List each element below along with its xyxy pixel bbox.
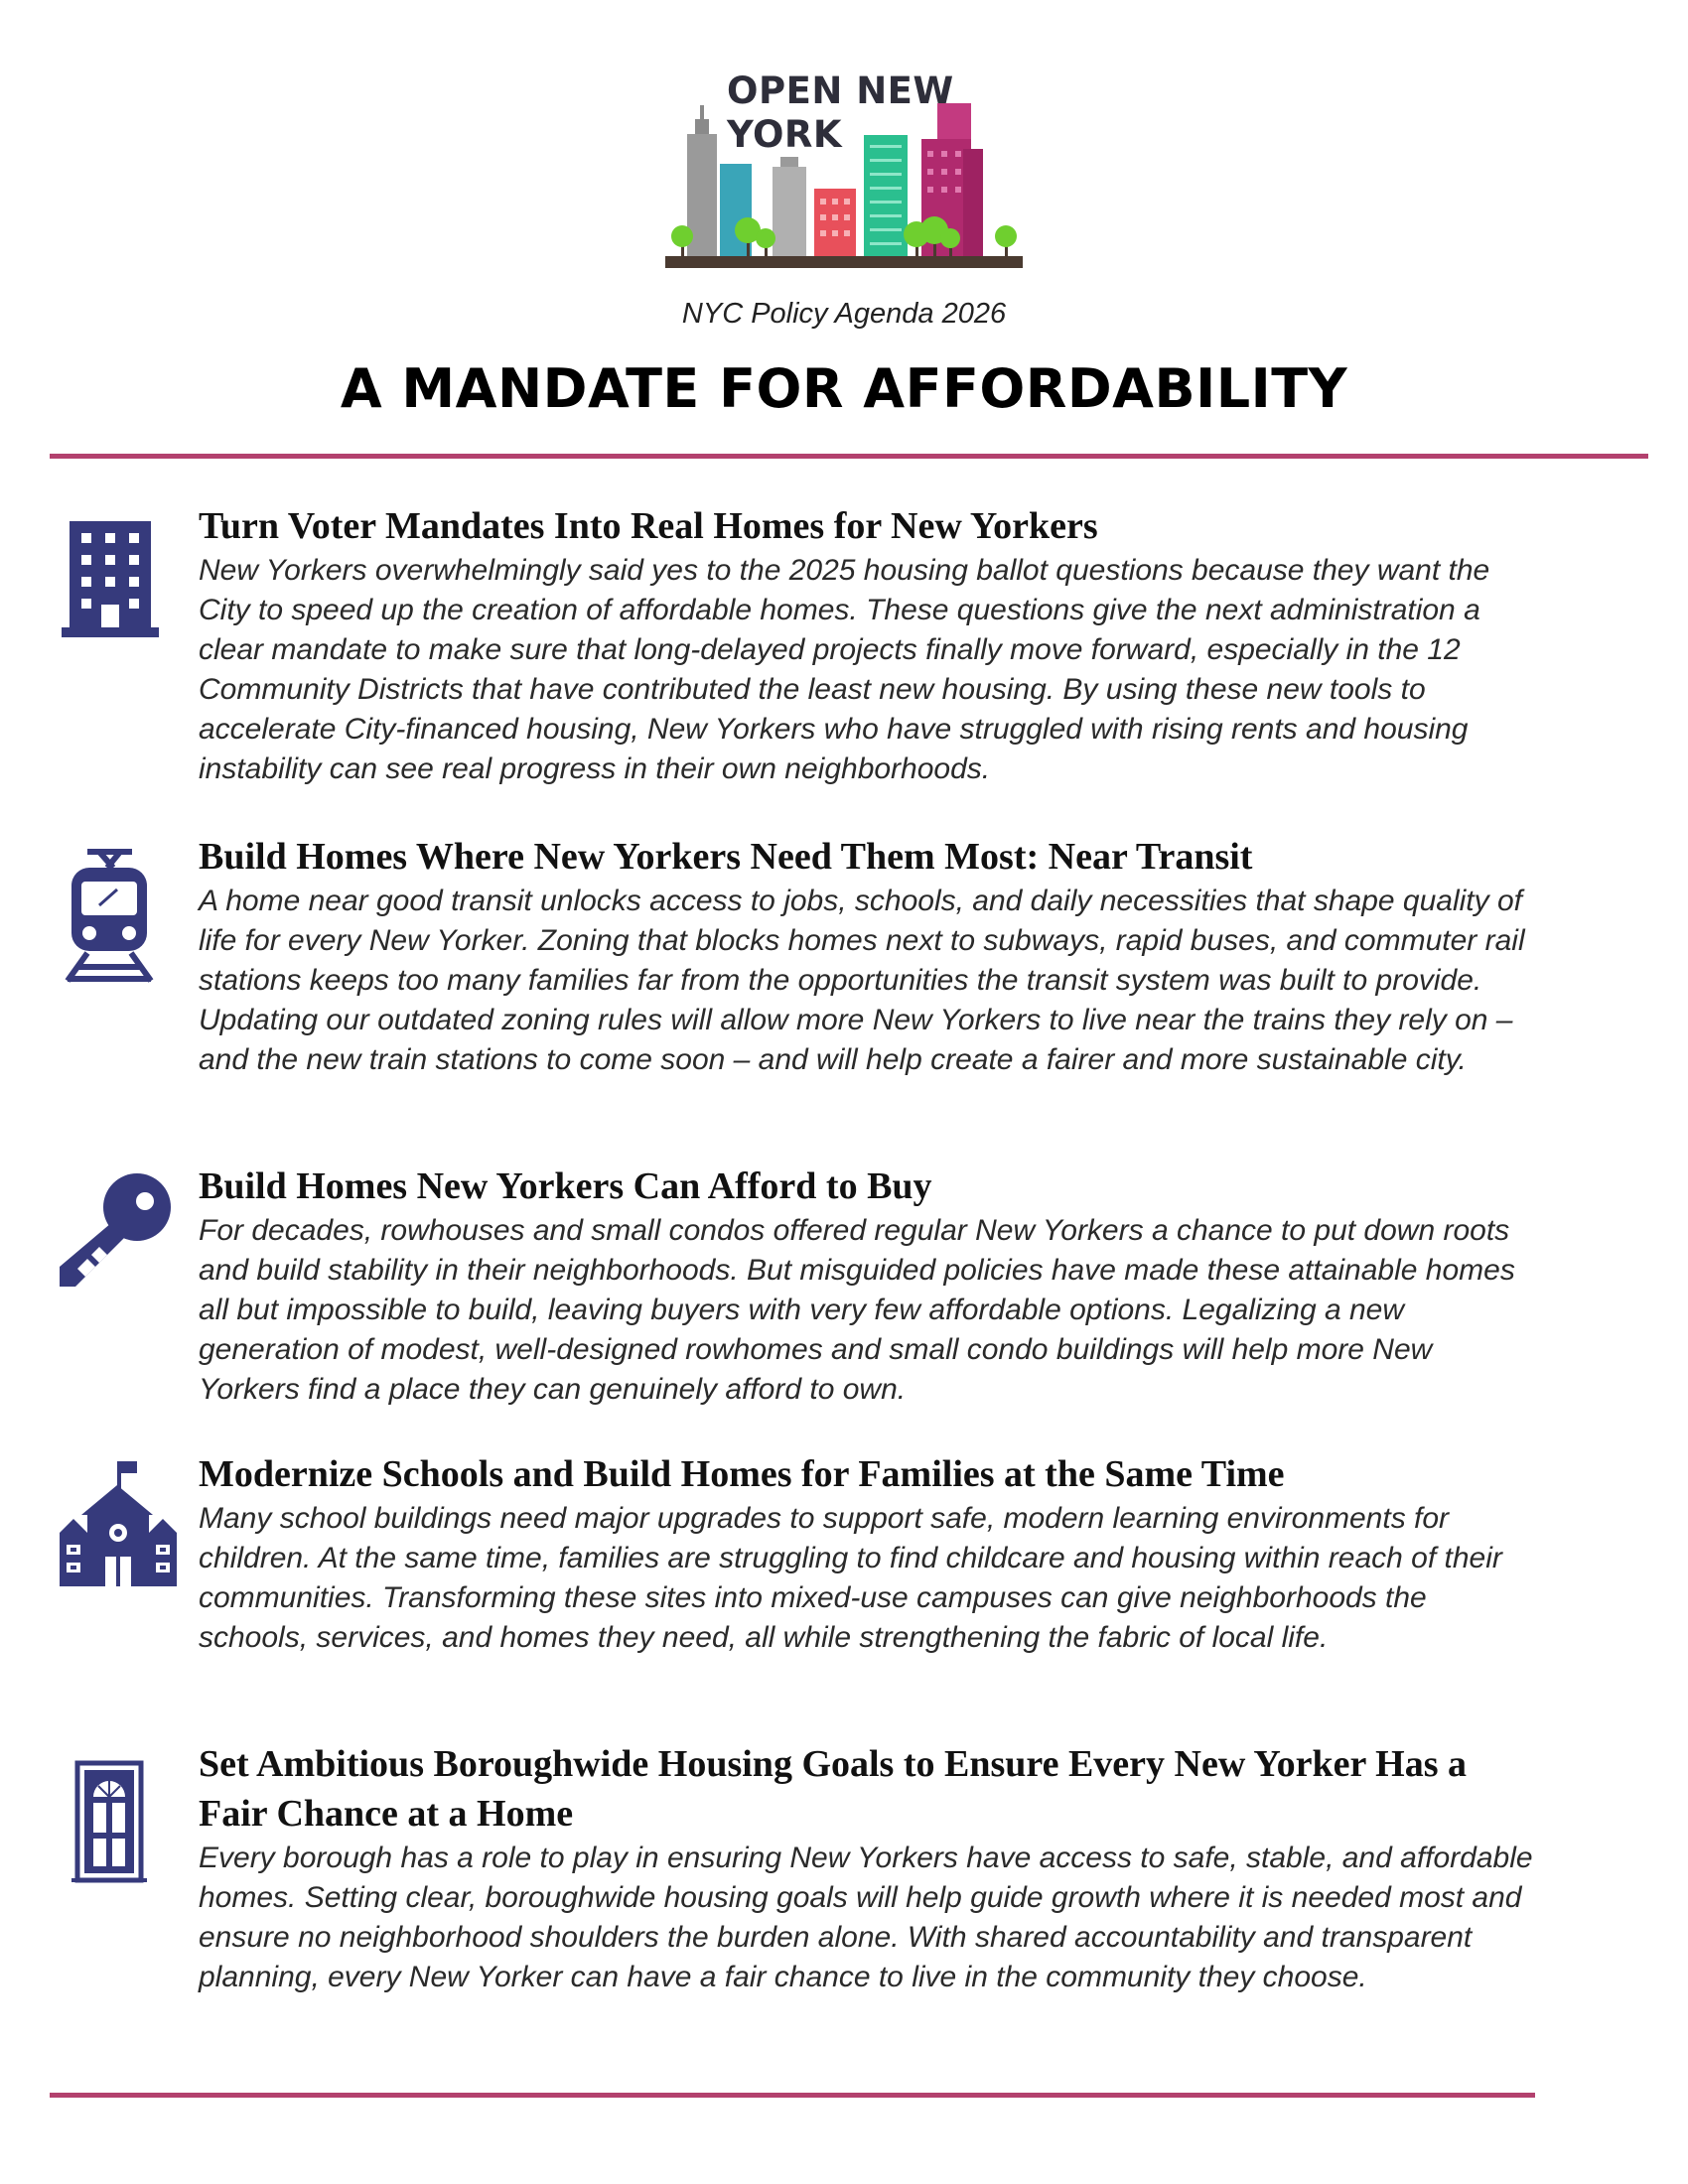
section-heading: Set Ambitious Boroughwide Housing Goals to Ensure Every New Yorker Has a Fair Chance at a Home	[199, 1743, 1467, 1835]
subtitle: NYC Policy Agenda 2026	[681, 298, 1007, 330]
logo-line-2: YORK	[727, 113, 843, 156]
top-divider	[50, 454, 1648, 459]
section-body: Every borough has a role to play in ensuring New Yorkers have access to safe, stable, and affordable homes. Setting clear, boroughwide housing goals will help guide growth where it is needed most and ensure no neighborhood shoulders the burden alone. With shared accountability and transparent planning, every New Yorker can have a fair chance to live in the community they choose.	[199, 1842, 1533, 1993]
section-body: Many school buildings need major upgrades to support safe, modern learning environments for children. At the same time, families are struggling to find childcare and housing within reach of their communities. Transforming these sites into mixed-use campuses can give neighborhoods the schools, services, and homes they need, all while strengthening the fabric of local life.	[199, 1502, 1502, 1654]
key-icon	[58, 1171, 177, 1296]
logo-wordmark	[727, 69, 954, 157]
page-title: A MANDATE FOR AFFORDABILITY	[340, 357, 1348, 420]
section-heading: Build Homes Where New Yorkers Need Them Most: Near Transit	[199, 836, 1253, 878]
bottom-divider	[50, 2093, 1535, 2098]
open-new-york-logo	[665, 69, 1033, 280]
school-icon	[58, 1459, 177, 1593]
apartment-building-icon	[58, 513, 177, 642]
section-heading: Modernize Schools and Build Homes for Families at the Same Time	[199, 1453, 1285, 1495]
train-icon	[58, 846, 177, 990]
section-body: New Yorkers overwhelmingly said yes to the 2025 housing ballot questions because they want the City to speed up the creation of affordable homes. These questions give the next administration a clear mandate to make sure that long-delayed projects finally move forward, especially in the 12 Community Districts that have contributed the least new housing. By using these new tools to accelerate City-financed housing, New Yorkers who have struggled with rising rents and housing instability can see real progress in their own neighborhoods.	[199, 554, 1490, 785]
logo-line-1: OPEN NEW	[727, 69, 954, 112]
section-heading: Turn Voter Mandates Into Real Homes for New Yorkers	[199, 505, 1098, 547]
door-icon	[58, 1759, 177, 1889]
section-body: For decades, rowhouses and small condos offered regular New Yorkers a chance to put down roots and build stability in their neighborhoods. But misguided policies have made these attainable homes all but impossible to build, leaving buyers with very few affordable options. Legalizing a new generation of modest, well-designed rowhomes and small condo buildings will help more New Yorkers find a place they can genuinely afford to own.	[199, 1214, 1515, 1406]
section-heading: Build Homes New Yorkers Can Afford to Buy	[199, 1165, 932, 1207]
section-body: A home near good transit unlocks access to jobs, schools, and daily necessities that shape quality of life for every New Yorker. Zoning that blocks homes next to subways, rapid buses, and commuter rail stations keeps too many families far from the opportunities the transit system was built to provide. Updating our outdated zoning rules will allow more New Yorkers to live near the trains they rely on – and the new train stations to come soon – and will help create a fairer and more sustainable city.	[199, 885, 1525, 1076]
